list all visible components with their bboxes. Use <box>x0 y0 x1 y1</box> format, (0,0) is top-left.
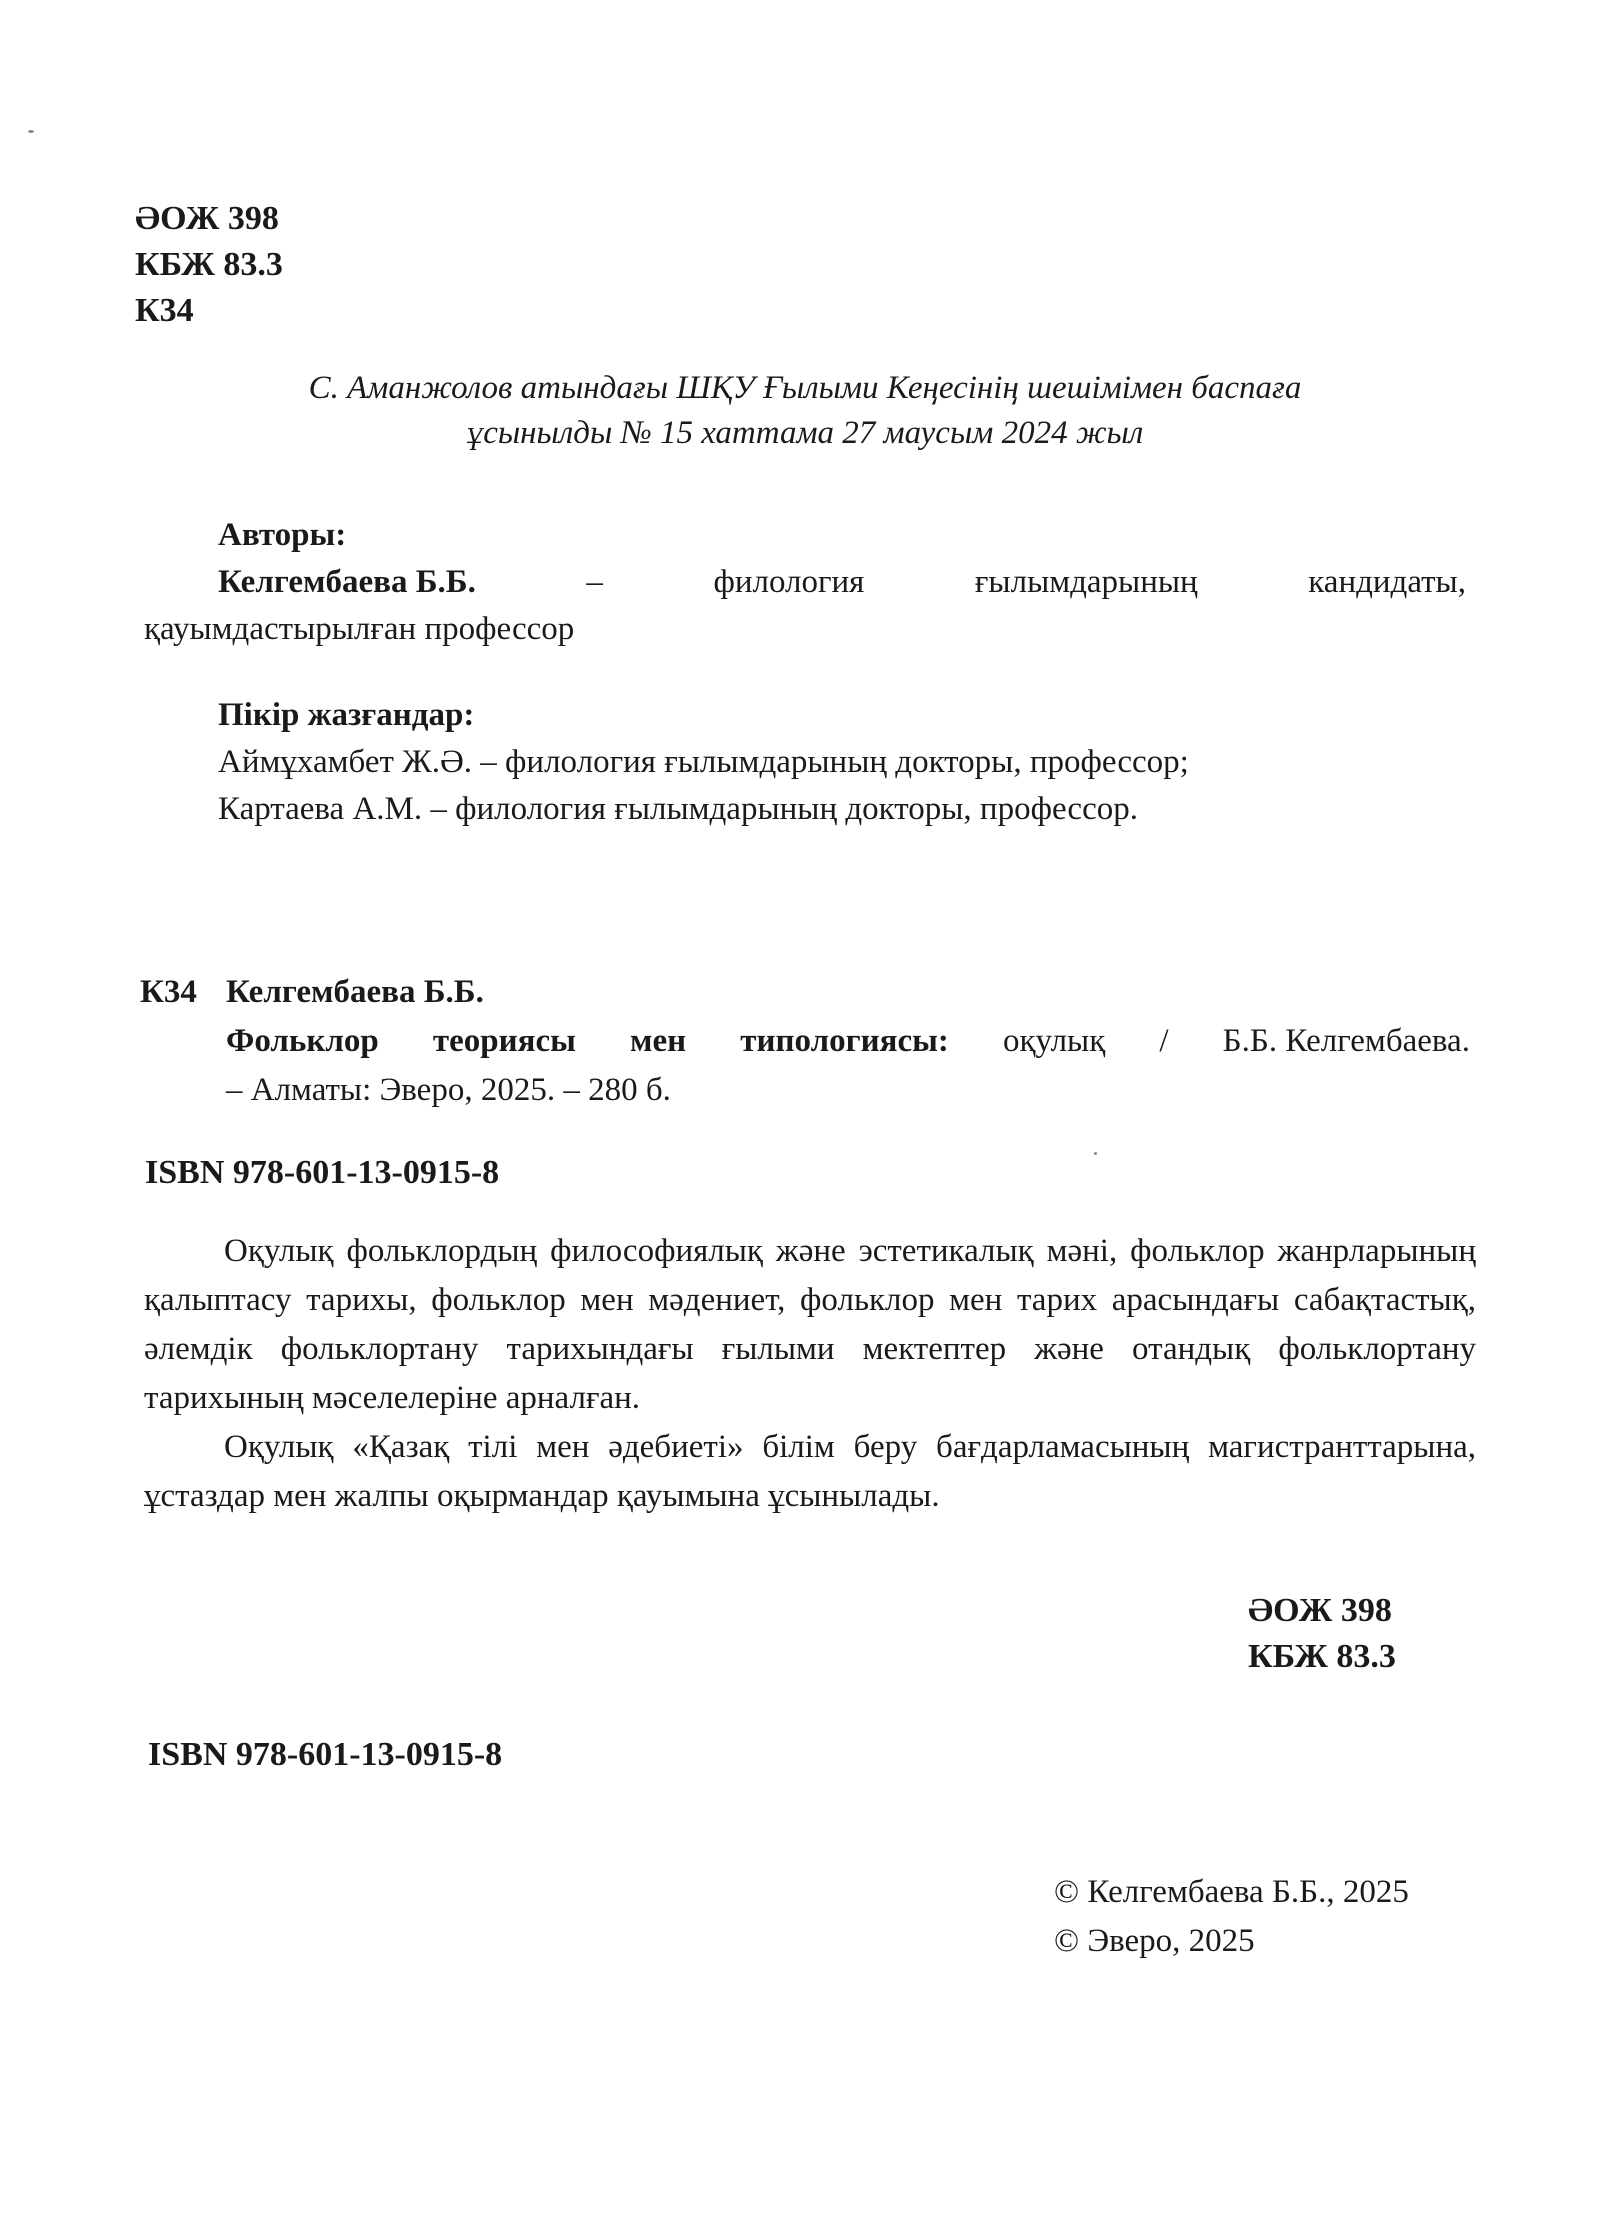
author-line <box>218 559 1466 606</box>
copyright-author: © Келгембаева Б.Б., 2025 <box>1054 1874 1409 1910</box>
copyright-block <box>1054 1868 1409 1966</box>
abstract-paragraph-2: Оқулық «Қазақ тілі мен әдебиеті» білім беру бағдарламасының магистранттарына, ұстаздар мен жалпы оқырмандар қауымына ұсынылады. <box>144 1429 1476 1514</box>
copyright-publisher: © Эверо, 2025 <box>1054 1923 1255 1959</box>
author-word: кандидаты, <box>1308 564 1466 600</box>
title-word: Фольклор <box>226 1023 379 1059</box>
title-word: типологиясы: <box>740 1023 949 1059</box>
reviewer-item: Аймұхамбет Ж.Ә. – филология ғылымдарының докторы, профессор; <box>218 744 1189 780</box>
title-word: теориясы <box>432 1023 576 1059</box>
authors-section <box>218 512 1466 606</box>
isbn-top: ISBN 978-601-13-0915-8 <box>145 1154 500 1191</box>
reviewer-item: Картаева А.М. – филология ғылымдарының докторы, профессор. <box>218 791 1138 827</box>
catalog-code: К34 <box>140 974 197 1010</box>
abstract <box>144 1227 1476 1521</box>
isbn-bottom: ISBN 978-601-13-0915-8 <box>148 1736 503 1773</box>
reviewers-heading: Пікір жазғандар: <box>218 697 475 733</box>
classification-codes-bottom <box>1248 1588 1396 1680</box>
catalog-title-line <box>226 1017 1470 1066</box>
author-dash: – <box>586 564 603 600</box>
title-rest-word: / <box>1159 1023 1169 1059</box>
reviewers-section <box>218 692 1189 833</box>
lbc-code-bottom: КБЖ 83.3 <box>1248 1638 1396 1675</box>
classification-codes-top <box>135 196 283 334</box>
recommendation-line-1: С. Аманжолов атындағы ШҚУ Ғылыми Кеңесінің шешімімен баспаға <box>308 370 1302 406</box>
recommendation-line-2: ұсынылды № 15 хаттама 27 маусым 2024 жыл <box>466 415 1144 451</box>
title-word: мен <box>630 1023 687 1059</box>
catalog-imprint: – Алматы: Эверо, 2025. – 280 б. <box>226 1072 671 1108</box>
authors-heading: Авторы: <box>218 517 347 553</box>
catalog-title-wrap <box>140 1017 1470 1115</box>
author-mark: К34 <box>135 292 194 329</box>
abstract-paragraph-1: Оқулық фольклордың философиялық және эстетикалық мәні, фольклор жанрларының қалыптасу тарихы, фольклор мен мәдениет, фольклор мен тарих арасындағы сабақтастық, әлемдік фольклортану тарихындағы ғылыми мектептер және отандық фольклортану тарихының мәселелеріне арналған. <box>144 1233 1476 1416</box>
author-title-continuation: қауымдастырылған профессор <box>144 611 575 647</box>
author-name: Келгембаева Б.Б. <box>218 564 476 600</box>
author-word: филология <box>713 564 865 600</box>
catalog-record <box>140 968 1470 1115</box>
udc-code: ӘОЖ 398 <box>135 200 279 237</box>
catalog-author: Келгембаева Б.Б. <box>226 974 484 1010</box>
lbc-code: КБЖ 83.3 <box>135 246 283 283</box>
title-rest-word: оқулық <box>1002 1023 1106 1059</box>
author-word: ғылымдарының <box>974 564 1198 600</box>
scan-speck <box>28 130 34 133</box>
catalog-heading-row <box>140 968 1470 1017</box>
publication-recommendation <box>150 366 1460 456</box>
scan-speck <box>1094 1152 1097 1155</box>
title-rest-word: Б.Б. Келгембаева. <box>1222 1023 1470 1059</box>
udc-code-bottom: ӘОЖ 398 <box>1248 1592 1392 1629</box>
